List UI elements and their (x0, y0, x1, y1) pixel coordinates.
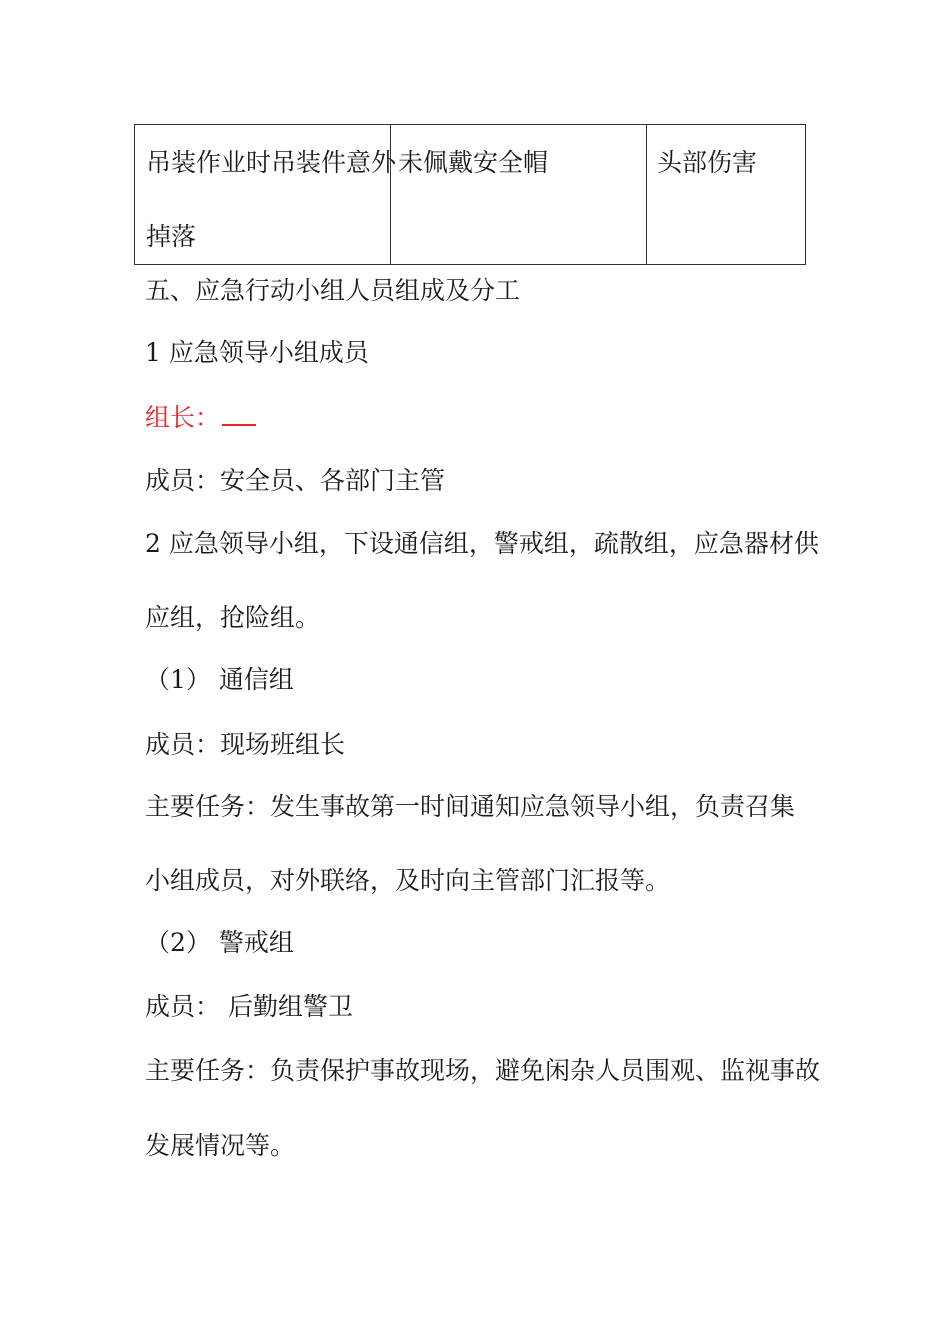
members-line: 成员：安全员、各部门主管 (145, 466, 446, 495)
group2-task-line1: 主要任务：负责保护事故现场，避免闲杂人员围观、监视事故 (145, 1056, 821, 1085)
hazard-text-line1: 吊装作业时吊装件意外 (146, 148, 397, 177)
consequence-cell (647, 125, 806, 265)
hazard-table (134, 124, 806, 265)
group2-members: 成员： 后勤组警卫 (145, 992, 353, 1021)
group1-heading: （1） 通信组 (145, 665, 294, 694)
leader-blank (222, 400, 256, 426)
cause-text: 未佩戴安全帽 (398, 148, 549, 177)
hazard-cell (135, 125, 397, 265)
leader-label: 组长： (145, 403, 221, 432)
group2-task-line2: 发展情况等。 (145, 1131, 296, 1160)
item1-heading: 1 应急领导小组成员 (145, 338, 369, 367)
group1-task-line2: 小组成员，对外联络，及时向主管部门汇报等。 (145, 866, 671, 895)
item2-line1: 2 应急领导小组，下设通信组，警戒组，疏散组，应急器材供 (145, 529, 819, 558)
group2-heading: （2） 警戒组 (145, 928, 294, 957)
hazard-text-line2: 掉落 (146, 222, 197, 251)
section-heading: 五、应急行动小组人员组成及分工 (145, 276, 521, 305)
item2-line2: 应组，抢险组。 (145, 603, 321, 632)
table-row (135, 125, 806, 265)
leader-line (145, 400, 256, 434)
cause-cell (391, 125, 647, 265)
consequence-text: 头部伤害 (657, 148, 758, 177)
group1-members: 成员：现场班组长 (145, 730, 346, 759)
group1-task-line1: 主要任务：发生事故第一时间通知应急领导小组，负责召集 (145, 792, 796, 821)
